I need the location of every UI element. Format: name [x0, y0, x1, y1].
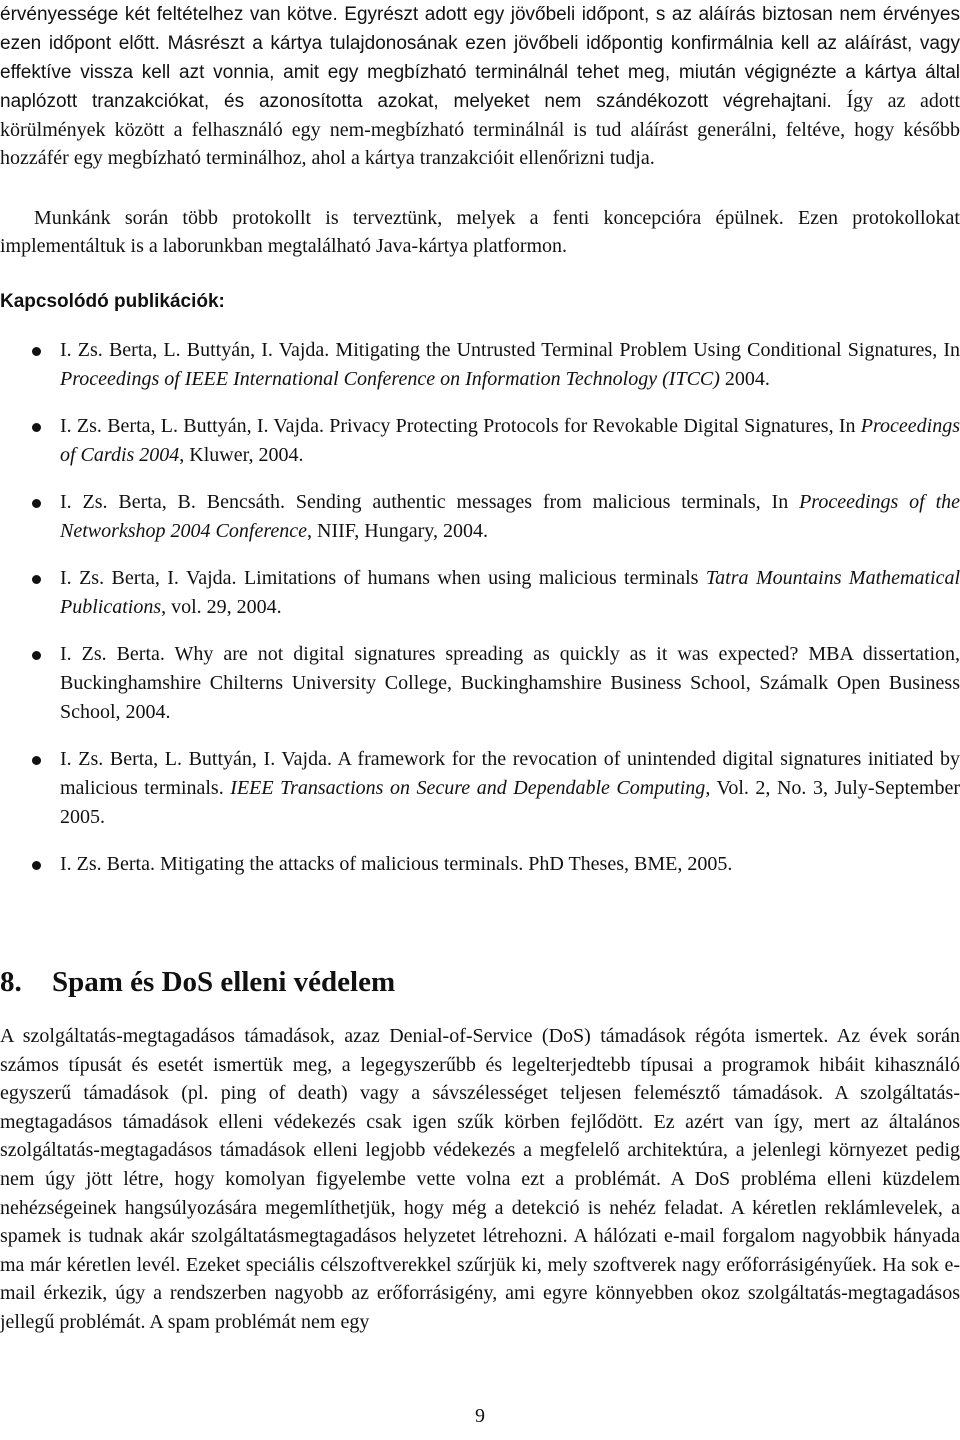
publication-item	[0, 564, 960, 622]
publication-venue: Proceedings of IEEE International Conference on Information Technology (ITCC)	[60, 368, 720, 390]
bullet-icon	[32, 651, 41, 660]
publication-item	[0, 640, 960, 727]
intro-paragraph	[0, 0, 960, 172]
bullet-icon	[32, 499, 41, 508]
publication-title: Limitations of humans when using malicious terminals	[243, 567, 699, 589]
publication-item	[0, 412, 960, 470]
section-title: Spam és DoS elleni védelem	[52, 966, 396, 998]
publication-authors: I. Zs. Berta, I. Vajda.	[60, 567, 237, 589]
publication-tail: , NIIF, Hungary, 2004.	[307, 520, 488, 542]
publication-authors: I. Zs. Berta, L. Buttyán, I. Vajda.	[60, 748, 332, 770]
bullet-icon	[32, 575, 41, 584]
publication-venue: Tatra Mountains Mathematical Publications	[60, 567, 960, 618]
related-publications-heading: Kapcsolódó publikációk:	[0, 291, 225, 312]
publication-venue: Proceedings of the Networkshop 2004 Conference	[60, 491, 960, 542]
bullet-icon	[32, 756, 41, 765]
publication-tail: , vol. 29, 2004.	[161, 596, 282, 618]
publication-tail: , Kluwer, 2004.	[179, 444, 304, 466]
publication-item	[0, 850, 960, 879]
publication-authors: I. Zs. Berta, L. Buttyán, I. Vajda.	[60, 415, 324, 437]
section-number: 8.	[0, 966, 22, 998]
publication-authors: I. Zs. Berta.	[60, 853, 155, 875]
intro-text-serif: Így az adott körülmények között a felhasználó egy nem-megbízható terminálnál is tud aláírást generálni, feltéve, hogy később hozzáfér egy megbízható terminálhoz, ahol a kártya tranzakcióit ellenőrizni tudja.	[0, 90, 960, 169]
bullet-icon	[32, 423, 41, 432]
publication-title: Mitigating the attacks of malicious terminals. PhD Theses, BME, 2005.	[159, 853, 733, 875]
section-heading	[0, 962, 395, 1002]
page-number: 9	[475, 1405, 485, 1427]
publication-tail: 2004.	[724, 368, 770, 390]
publication-title: A framework for the revocation of unintended digital signatures initiated by malicious terminals.	[60, 748, 960, 799]
work-paragraph: Munkánk során több protokollt is terveztünk, melyek a fenti koncepcióra épülnek. Ezen protokollokat implementáltuk is a laborunkban megtalálható Java-kártya platformon.	[0, 207, 960, 257]
bullet-icon	[32, 347, 41, 356]
publication-tail: , Vol. 2, No. 3, July-September 2005.	[60, 777, 960, 828]
publication-item	[0, 488, 960, 546]
publication-title: Why are not digital signatures spreading as quickly as it was expected? MBA dissertation, Buckinghamshire Chilterns University College, Buckinghamshire Business School, Számalk Open Business School, 2004.	[60, 643, 960, 723]
publication-item	[0, 745, 960, 832]
publication-authors: I. Zs. Berta, B. Bencsáth.	[60, 491, 286, 513]
section-body: A szolgáltatás-megtagadásos támadások, azaz Denial-of-Service (DoS) támadások régóta ismertek. Az évek során számos típusát és esetét ismertük meg, a legegyszerűbb és legelterjedtebb típusai a programok hibáit kihasználó egyszerű támadások (pl. ping of death) vagy a sávszélességet teljesen felemésztő támadások. A szolgáltatás-megtagadásos támadások elleni védekezés csak igen szűk körben fejlődött. Ez azért van így, mert az általános szolgáltatás-megtagadásos támadások elleni legjobb védekezés a megfelelő architektúra, a jelenlegi környezet pedig nem úgy jött létre, hogy komolyan figyelembe vette volna ezt a problémát. A DoS probléma elleni küzdelem nehézségeinek hangsúlyozására megemlíthetjük, hogy még a detekció is nehéz feladat. A kéretlen reklámlevelek, a spamek is tudnak akár szolgáltatásmegtagadásos helyzetet létrehozni. A hálózati e-mail forgalom nagyobbik hányada ma már kéretlen levél. Ezeket speciális célszoftverekkel szűrjük ki, mely szoftverek nagy erőforrásigényűek. Ha sok e-mail érkezik, úgy a rendszerben nagyobb az erőforrásigény, ami egyre könnyebben okoz szolgáltatás-megtagadásos jellegű problémát. A spam problémát nem egy	[0, 1025, 960, 1333]
publication-venue: Proceedings of Cardis 2004	[60, 415, 960, 466]
publication-title: Mitigating the Untrusted Terminal Problem Using Conditional Signatures, In	[335, 339, 960, 361]
publication-item	[0, 336, 960, 394]
publication-title: Sending authentic messages from malicious terminals, In	[295, 491, 789, 513]
publication-authors: I. Zs. Berta.	[60, 643, 165, 665]
publication-list	[0, 336, 960, 897]
intro-text-sans: érvényessége két feltételhez van kötve. Egyrészt adott egy jövőbeli időpont, s az aláírás biztosan nem érvényes ezen időpont előtt. Másrészt a kártya tulajdonosának ezen jövőbeli időpontig konfirmálnia kell az aláírást, vagy effektíve vissza kell azt vonnia, amit egy megbízható terminálnál tehet meg, miután végignézte a kártya által naplózott tranzakciókat, és azonosította azokat, melyeket nem szándékozott végrehajtani.	[0, 4, 960, 112]
publication-title: Privacy Protecting Protocols for Revokable Digital Signatures, In	[329, 415, 856, 437]
publication-authors: I. Zs. Berta, L. Buttyán, I. Vajda.	[60, 339, 330, 361]
publication-venue: IEEE Transactions on Secure and Dependable Computing	[230, 777, 706, 799]
bullet-icon	[32, 861, 41, 870]
